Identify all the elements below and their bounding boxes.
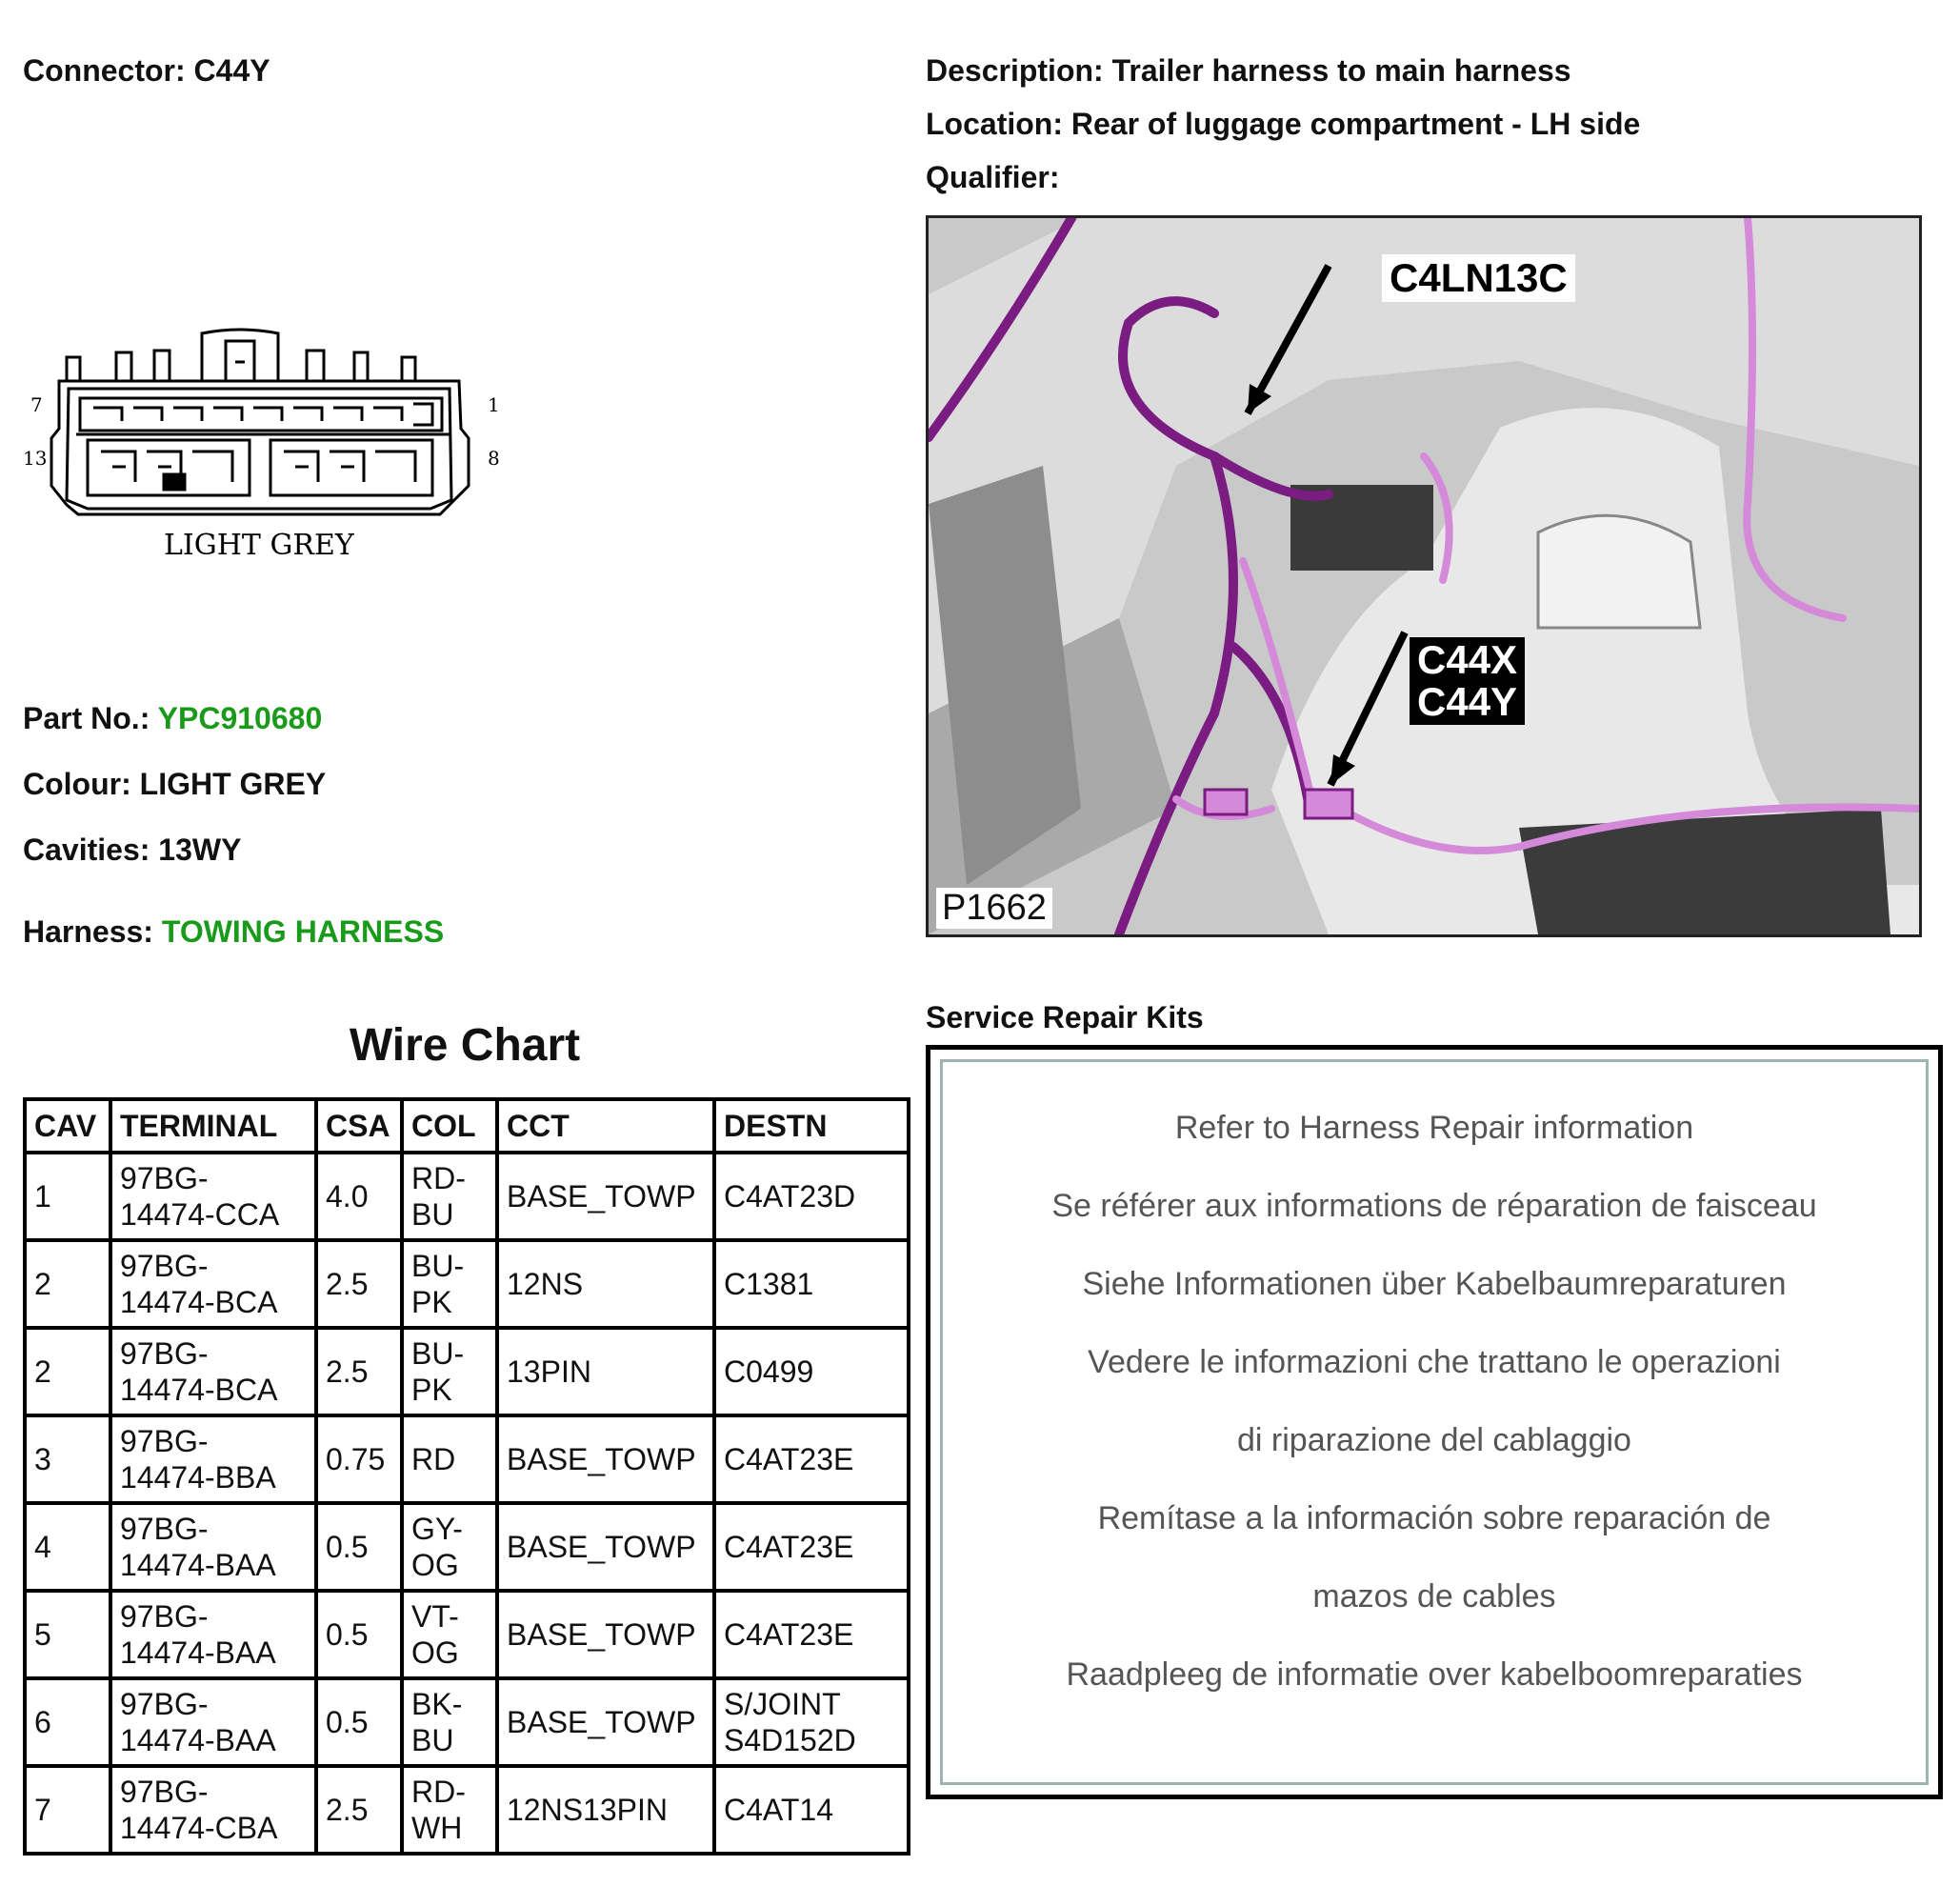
location-value: Rear of luggage compartment - LH side — [1070, 107, 1641, 141]
cell-terminal: 97BG- 14474-BCA — [110, 1240, 316, 1328]
repair-line-nl: Raadpleeg de informatie over kabelboomreparaties — [1066, 1656, 1803, 1693]
cell-csa: 0.5 — [316, 1678, 402, 1766]
cell-csa: 2.5 — [316, 1328, 402, 1415]
cell-cav: 5 — [25, 1591, 110, 1678]
repair-line-de: Siehe Informationen über Kabelbaumreparaturen — [1082, 1266, 1787, 1302]
header-col: COL — [402, 1099, 497, 1153]
cell-col: RD — [402, 1415, 497, 1503]
connector-face-diagram — [21, 324, 516, 572]
harness-value[interactable]: TOWING HARNESS — [161, 914, 445, 949]
cell-destn: C4AT23E — [714, 1591, 909, 1678]
service-repair-kits-title: Service Repair Kits — [926, 1000, 1204, 1034]
cell-cct: BASE_TOWP — [497, 1678, 714, 1766]
cell-cav: 1 — [25, 1153, 110, 1240]
repair-line-it-2: di riparazione del cablaggio — [1237, 1422, 1631, 1458]
service-repair-kits-box — [926, 1045, 1943, 1799]
cell-cct: BASE_TOWP — [497, 1503, 714, 1591]
cell-cav: 2 — [25, 1240, 110, 1328]
cell-terminal: 97BG- 14474-BAA — [110, 1591, 316, 1678]
cell-cct: 13PIN — [497, 1328, 714, 1415]
part-no-line — [23, 701, 322, 736]
table-row — [25, 1415, 909, 1503]
wire-chart-header-row — [25, 1099, 909, 1153]
header-terminal: TERMINAL — [110, 1099, 316, 1153]
repair-line-it-1: Vedere le informazioni che trattano le operazioni — [1088, 1344, 1781, 1380]
cell-csa: 2.5 — [316, 1240, 402, 1328]
location-label: Location: — [926, 107, 1063, 141]
cell-csa: 4.0 — [316, 1153, 402, 1240]
cell-col: VT- OG — [402, 1591, 497, 1678]
colour-label: Colour: — [23, 767, 131, 801]
cell-destn: C4AT23D — [714, 1153, 909, 1240]
cell-terminal: 97BG- 14474-BBA — [110, 1415, 316, 1503]
header-csa: CSA — [316, 1099, 402, 1153]
cell-cct: 12NS — [497, 1240, 714, 1328]
table-row — [25, 1591, 909, 1678]
cell-col: RD- WH — [402, 1766, 497, 1854]
pin-label-13: 13 — [23, 447, 48, 470]
connector-value: C44Y — [193, 53, 270, 88]
colour-value: LIGHT GREY — [139, 767, 327, 801]
photo-illustration — [929, 218, 1919, 934]
repair-line-en: Refer to Harness Repair information — [1174, 1110, 1694, 1146]
cell-terminal: 97BG- 14474-BAA — [110, 1503, 316, 1591]
table-row — [25, 1766, 909, 1854]
cell-col: RD- BU — [402, 1153, 497, 1240]
callout-c44x-c44y — [1410, 637, 1525, 725]
table-row — [25, 1153, 909, 1240]
photo-id-label: P1662 — [936, 888, 1052, 929]
repair-line-es-2: mazos de cables — [1312, 1578, 1556, 1615]
cell-cct: BASE_TOWP — [497, 1415, 714, 1503]
pin-label-7: 7 — [30, 393, 43, 416]
location-photo — [926, 215, 1922, 937]
connector-label: Connector: — [23, 53, 186, 88]
qualifier-line — [926, 160, 1059, 195]
cavities-value: 13WY — [158, 833, 242, 867]
header-cav: CAV — [25, 1099, 110, 1153]
cell-cct: 12NS13PIN — [497, 1766, 714, 1854]
description-label: Description: — [926, 53, 1104, 88]
cavities-line — [23, 833, 241, 868]
part-no-value[interactable]: YPC910680 — [157, 701, 323, 735]
part-no-label: Part No.: — [23, 701, 150, 735]
cell-terminal: 97BG- 14474-CBA — [110, 1766, 316, 1854]
cell-csa: 2.5 — [316, 1766, 402, 1854]
cell-destn: C1381 — [714, 1240, 909, 1328]
cell-cct: BASE_TOWP — [497, 1591, 714, 1678]
cell-csa: 0.5 — [316, 1591, 402, 1678]
cell-cav: 3 — [25, 1415, 110, 1503]
qualifier-label: Qualifier: — [926, 160, 1060, 194]
description-value: Trailer harness to main harness — [1111, 53, 1571, 88]
cell-terminal: 97BG- 14474-BAA — [110, 1678, 316, 1766]
repair-line-fr: Se référer aux informations de réparation de faisceau — [1051, 1188, 1817, 1224]
cell-cav: 7 — [25, 1766, 110, 1854]
service-repair-kits-inner — [940, 1059, 1929, 1785]
cell-csa: 0.5 — [316, 1503, 402, 1591]
cell-col: BU- PK — [402, 1240, 497, 1328]
cell-destn: C0499 — [714, 1328, 909, 1415]
callout-c44y: C44Y — [1417, 679, 1518, 724]
location-line — [926, 107, 1640, 142]
harness-line — [23, 914, 444, 950]
cell-col: GY- OG — [402, 1503, 497, 1591]
table-row — [25, 1678, 909, 1766]
diagram-colour-caption: LIGHT GREY — [164, 529, 354, 562]
cell-terminal: 97BG- 14474-CCA — [110, 1153, 316, 1240]
table-row — [25, 1240, 909, 1328]
cell-cav: 4 — [25, 1503, 110, 1591]
pin-label-1: 1 — [488, 393, 500, 416]
table-row — [25, 1503, 909, 1591]
cell-destn: C4AT14 — [714, 1766, 909, 1854]
cell-cav: 2 — [25, 1328, 110, 1415]
cell-destn: S/JOINT S4D152D — [714, 1678, 909, 1766]
description-line — [926, 53, 1571, 89]
cell-cav: 6 — [25, 1678, 110, 1766]
cell-csa: 0.75 — [316, 1415, 402, 1503]
cell-col: BK- BU — [402, 1678, 497, 1766]
connector-line — [23, 53, 270, 89]
cell-cct: BASE_TOWP — [497, 1153, 714, 1240]
harness-label: Harness: — [23, 914, 153, 949]
cell-col: BU- PK — [402, 1328, 497, 1415]
table-row — [25, 1328, 909, 1415]
wire-chart-title: Wire Chart — [349, 1020, 581, 1071]
cell-destn: C4AT23E — [714, 1415, 909, 1503]
cell-destn: C4AT23E — [714, 1503, 909, 1591]
header-cct: CCT — [497, 1099, 714, 1153]
callout-c4ln13c: C4LN13C — [1382, 254, 1575, 302]
repair-line-es-1: Remítase a la información sobre reparación de — [1097, 1500, 1771, 1536]
callout-c44x: C44X — [1417, 637, 1518, 682]
colour-line — [23, 767, 326, 802]
cell-terminal: 97BG- 14474-BCA — [110, 1328, 316, 1415]
wire-chart-table — [23, 1097, 910, 1856]
header-destn: DESTN — [714, 1099, 909, 1153]
cavities-label: Cavities: — [23, 833, 150, 867]
pin-label-8: 8 — [488, 447, 500, 470]
